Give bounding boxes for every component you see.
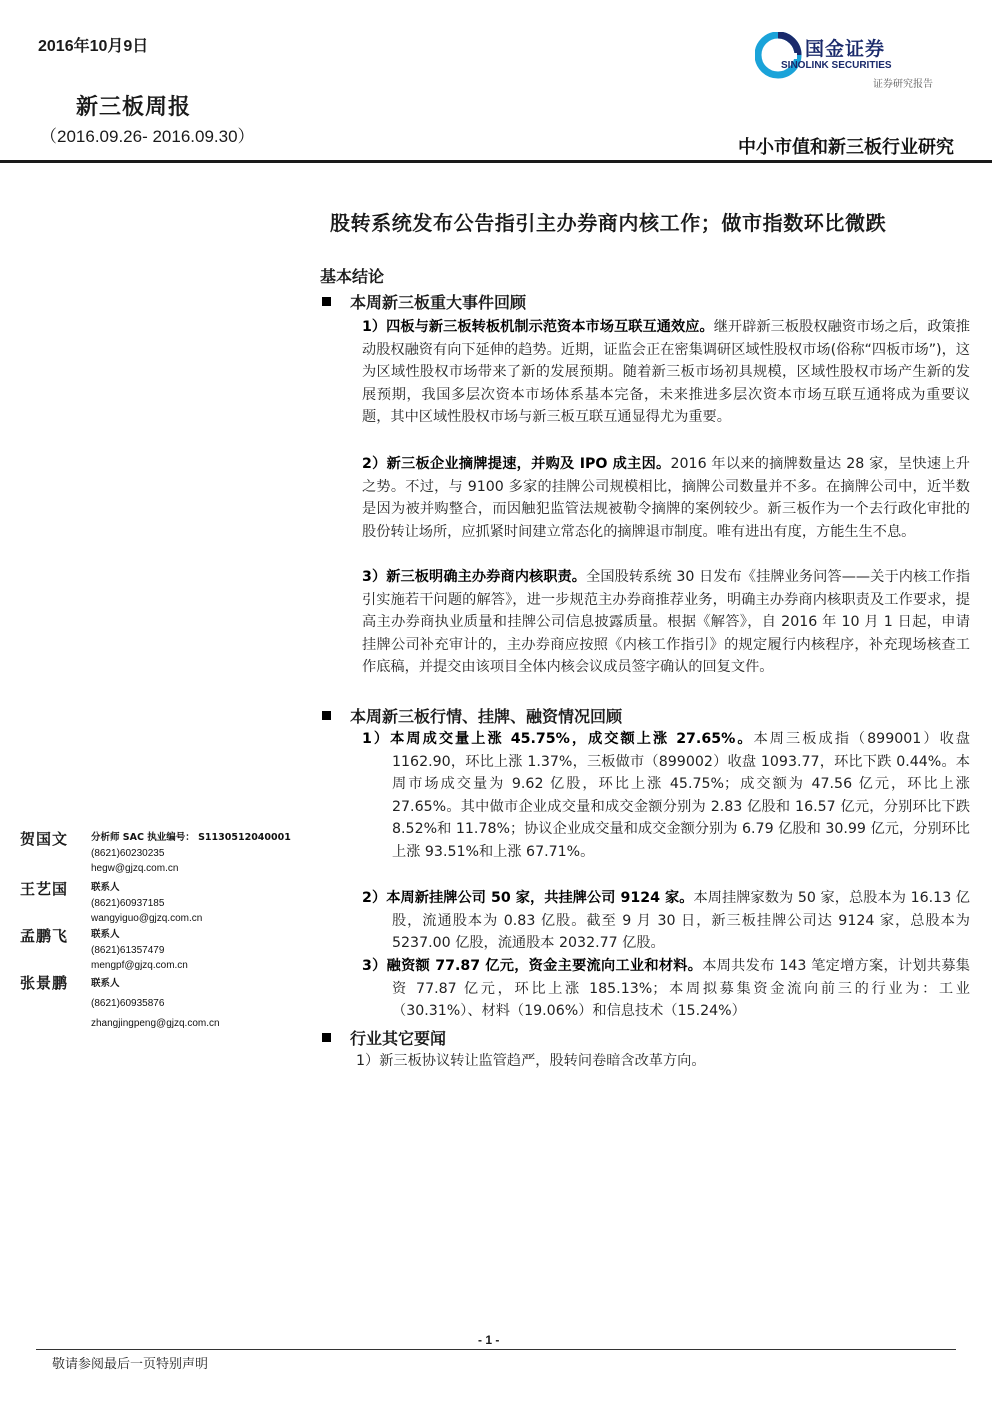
list-item: 1）新三板协议转让监管趋严，股转问卷暗含改革方向。 [356,1053,706,1069]
section-heading-market: 本周新三板行情、挂牌、融资情况回顾 [322,704,622,727]
list-item: 3）融资额 77.87 亿元，资金主要流向工业和材料。本周共发布 143 笔定增方案，计划共募集资 77.87 亿元，环比上涨 185.13%；本周拟募集资金流向前三的行业为：工业（30.31%）、材料（19.06%）和信息技术（15.24%） [362,958,970,1020]
logo-subtitle: 证券研究报告 [873,79,933,90]
analyst-phone: (8621)60230235 [91,847,165,859]
square-bullet-icon [322,297,331,306]
analyst-phone: (8621)60935876 [91,998,165,1009]
logo-mark-icon [755,32,805,82]
section-heading-events: 本周新三板重大事件回顾 [322,290,526,313]
report-date: 2016年10月9日 [38,38,149,55]
report-title: 新三板周报 [76,95,192,120]
square-bullet-icon [322,711,331,720]
section-title: 基本结论 [320,267,385,286]
logo-name-en: SINOLINK SECURITIES [781,60,892,71]
list-item: 2）本周新挂牌公司 50 家，共挂牌公司 9124 家。本周挂牌家数为 50 家，总股本为 16.13 亿股，流通股本为 0.83 亿股。截至 9 月 30 日，新三板挂牌公司达 9124 家，总股本为 5237.00 亿股，流通股本 2032.77 亿股。 [362,890,970,952]
analyst-email[interactable]: hegw@gjzq.com.cn [91,863,179,874]
company-logo [755,32,955,92]
square-bullet-icon [322,1033,331,1042]
analyst-role: 联系人 [91,978,120,989]
analyst-role: 联系人 [91,882,120,893]
logo-name: 国金证券 [805,38,886,60]
analyst-phone: (8621)61357479 [91,944,165,956]
section-heading-other-news: 行业其它要闻 [322,1026,446,1049]
footer-divider [36,1349,956,1350]
analyst-email[interactable]: zhangjingpeng@gjzq.com.cn [91,1018,220,1029]
analyst-email[interactable]: mengpf@gjzq.com.cn [91,960,188,971]
footer-disclaimer: 敬请参阅最后一页特别声明 [52,1357,209,1372]
list-item: 2）新三板企业摘牌提速，并购及 IPO 成主因。2016 年以来的摘牌数量达 28 家，呈快速上升之势。不过，与 9100 多家的挂牌公司规模相比，摘牌公司数量并不多。在摘牌公司中，近半数是因为被并购整合，而因触犯监管法规被勒令摘牌的案例较少。新三板作为一个去行政化审批的股份转让场所，应抓紧时间建立常态化的摘牌退市制度。唯有进出有度，方能生生不息。 [362,456,970,540]
analyst-role: 联系人 [91,929,120,940]
headline: 股转系统发布公告指引主办券商内核工作；做市指数环比微跌 [330,211,887,235]
list-item: 1）本周成交量上涨 45.75%，成交额上涨 27.65%。本周三板成指（899001）收盘 1162.90，环比上涨 1.37%，三板做市（899002）收盘 1093.77，环比下跌 0.44%。本周市场成交量为 9.62 亿股，环比上涨 45.75%；成交额为 47.56 亿元，环比上涨 27.65%。其中做市企业成交量和成交金额分别为 2.83 亿股和 16.57 亿元，分别环比下跌 8.52%和 11.78%；协议企业成交量和成交金额分别为 6.79 亿股和 30.99 亿元，分别环比上涨 93.51%和上涨 67.71%。 [362,731,970,860]
list-item: 1）四板与新三板转板机制示范资本市场互联互通效应。继开辟新三板股权融资市场之后，政策推动股权融资有向下延伸的趋势。近期，证监会正在密集调研区域性股权市场(俗称“四板市场”)，这为区域性股权市场带来了新的发展预期。随着新三板市场初具规模，区域性股权市场产生新的发展预期，我国多层次资本市场体系基本完备，未来推进多层次资本市场互联互通将成为重要议题，其中区域性股权市场与新三板互联互通显得尤为重要。 [362,319,970,426]
analyst-name: 贺国文 [20,830,69,848]
sector-label: 中小市值和新三板行业研究 [738,137,954,158]
header-divider [0,160,992,163]
analyst-name: 张景鹏 [20,974,69,992]
analyst-name: 王艺国 [20,880,69,898]
page-number: - 1 - [478,1333,500,1347]
analyst-email[interactable]: wangyiguo@gjzq.com.cn [91,913,203,924]
analyst-phone: (8621)60937185 [91,897,165,909]
list-item: 3）新三板明确主办券商内核职责。全国股转系统 30 日发布《挂牌业务问答——关于内核工作指引实施若干问题的解答》，进一步规范主办券商推荐业务，明确主办券商内核职责及工作要求，提高主办券商执业质量和挂牌公司信息披露质量。根据《解答》，自 2016 年 10 月 1 日起，申请挂牌公司补充审计的，主办券商应按照《内核工作指引》的规定履行内核程序，补充现场核查工作底稿，并提交由该项目全体内核会议成员签字确认的回复文件。 [362,569,971,676]
analyst-role: 分析师 SAC 执业编号： S1130512040001 [91,832,291,843]
report-period: （2016.09.26- 2016.09.30） [40,127,255,146]
analyst-name: 孟鹏飞 [20,927,69,945]
